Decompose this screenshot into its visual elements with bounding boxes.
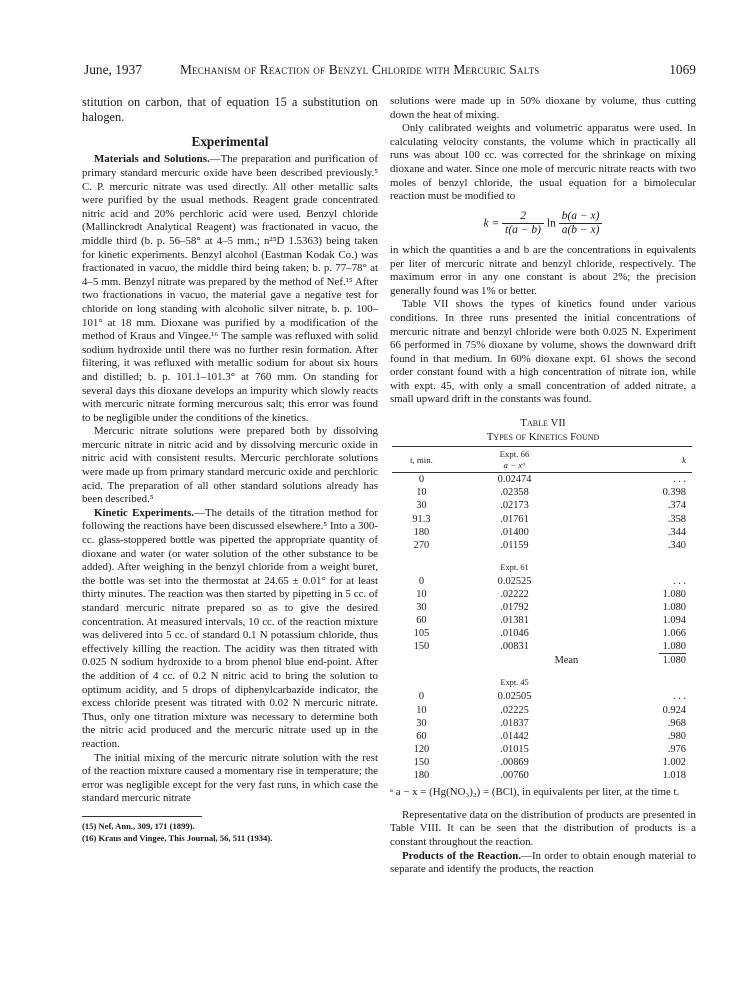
table-row: [392, 588, 692, 601]
table-subtitle: Types of Kinetics Found: [486, 430, 600, 443]
cell-concentration: .01046: [500, 628, 529, 640]
kinetics-table: [392, 446, 692, 782]
paragraph-kinetic-text: —The details of the titration method for following the reactions have been discussed elsewhere.⁵ Into a 300-cc. glass-stoppered bottle was pipetted the appropriate quantity of dioxane and water (or water solution of the other substance to be added). After weighing in the benzyl chloride from a weight buret, the bottle was set into the thermostat at 24.65 ± 0.01° for at least thirty minutes. The reaction was then started by pipetting in 5 cc. of standard mercuric nitrate prepared so as to give the desired concentration. At measured intervals, 10 cc. of the reaction mixture was delivered into 5 cc. of standard 0.1 N potassium chloride, thus effectively killing the reaction. The acidity was then titrated with 0.025 N sodium hydroxide to a brom phenol blue end-point. After the addition of 4 cc. of 0.2 N nitric acid to bring the solution to optimum acidity, and 5 drops of diphenylcarbazide indicator, the excess chloride present was titrated with 0.02 N mercuric nitrate. Thus, only one titration mixture was necessary to determine both the nitric acid produced and the mercuric nitrate used up in the reaction.: [82, 506, 379, 750]
cell-time: 150: [413, 756, 430, 768]
cell-k: 0.398: [662, 487, 686, 499]
runin-products: Products of the Reaction.: [402, 849, 522, 862]
cell-concentration: .01381: [500, 615, 529, 627]
cell-k: .344: [667, 526, 686, 538]
cell-k: 1.066: [662, 628, 686, 640]
cell-concentration: .01442: [500, 730, 529, 742]
left-column: [82, 95, 378, 845]
cell-concentration: .00869: [500, 756, 529, 768]
cell-time: 180: [413, 770, 430, 782]
table-row: [392, 526, 692, 539]
table-footnote: ᵃ a − x = (Hg(NO₃)₂) = (BCl), in equivalents per liter, at the time t.: [390, 786, 680, 799]
footnote-15: (15) Nef, Ann., 309, 171 (1899).: [82, 820, 195, 831]
table-row: [392, 499, 692, 512]
cell-k: .340: [667, 539, 686, 551]
cell-k: 1.018: [662, 770, 686, 782]
cell-time: 91.3: [412, 513, 431, 525]
cell-concentration: 0.02525: [497, 575, 532, 587]
paragraph-products: [390, 850, 696, 877]
cell-k: .374: [667, 500, 686, 512]
cell-time: 180: [413, 526, 430, 538]
cell-concentration: .01837: [500, 717, 529, 729]
right-column: [390, 95, 696, 877]
cell-time: 0: [418, 474, 425, 486]
cell-concentration: .01792: [500, 602, 529, 613]
equation-coefficient: $\frac{2}{t(a - b)}$: [502, 210, 544, 238]
table-row: [392, 730, 692, 743]
cell-k: 1.080: [662, 602, 686, 613]
cell-concentration: .00831: [500, 641, 529, 653]
cell-time: 270: [413, 539, 430, 551]
continued-paragraph: stitution on carbon, that of equation 15 a substitution on halogen.: [82, 95, 378, 125]
paragraph-quantities: in which the quantities a and b are the concentrations in equivalents per liter of mercuric nitrate and benzyl chloride, respectively. The maximum error in any one constant is about 2%; the precision generally found was 1% or better.: [390, 243, 696, 297]
cell-k: . . .: [673, 474, 686, 486]
cell-concentration: .02173: [500, 500, 529, 512]
cell-concentration: .02358: [500, 487, 529, 499]
cell-k: .980: [667, 730, 686, 742]
experiment-label: Expt. 45: [500, 678, 529, 688]
cell-concentration: .01400: [500, 526, 529, 538]
cell-concentration: 0.02474: [497, 474, 532, 486]
group-gap: [392, 552, 692, 561]
table-title: Table VII: [520, 417, 566, 430]
cell-concentration: 0.02505: [497, 691, 532, 703]
cell-time: 0: [418, 691, 425, 703]
equation-ln: ln: [546, 217, 556, 230]
table-row: [392, 640, 692, 653]
kinetics-table-body: [392, 473, 692, 782]
cell-time: 105: [413, 628, 430, 640]
cell-concentration: .00760: [500, 770, 529, 782]
table-row: [392, 627, 692, 640]
table-row: [392, 486, 692, 499]
paragraph-kinetic: [82, 507, 378, 752]
header-title: Mechanism of Reaction of Benzyl Chloride with Mercuric Salts: [180, 62, 540, 77]
table-row: [392, 756, 692, 769]
section-heading-experimental: Experimental: [191, 133, 269, 149]
cell-k: .358: [667, 513, 686, 525]
cell-time: 30: [416, 500, 427, 512]
cell-k: 0.924: [662, 704, 686, 716]
runin-kinetic: Kinetic Experiments.: [94, 506, 195, 519]
cell-time: 10: [416, 487, 427, 499]
cell-concentration: .01015: [500, 743, 529, 755]
table-row: [392, 575, 692, 588]
table-row: [392, 513, 692, 526]
table-row: [392, 601, 692, 614]
cell-k: . . .: [673, 691, 686, 703]
cell-time: 10: [416, 588, 427, 600]
cell-time: 60: [416, 730, 427, 742]
table-row: [392, 614, 692, 627]
cell-time: 30: [416, 717, 427, 729]
cell-time: 0: [418, 575, 425, 587]
cell-k: 1.080: [662, 588, 686, 600]
header-date: June, 1937: [84, 62, 143, 77]
group-gap: [392, 667, 692, 676]
paragraph-solutions: solutions were made up in 50% dioxane by volume, thus cutting down the heat of mixing.: [390, 95, 696, 121]
col-header-concentration: Expt. 66 a − xᵃ: [451, 447, 578, 473]
paragraph-products-text: —In order to obtain enough material to separate and identify the products, the reaction: [390, 849, 696, 876]
table-row: [392, 473, 692, 487]
cell-k: 1.002: [662, 756, 686, 768]
mean-row: [392, 653, 692, 667]
cell-concentration: .01159: [500, 539, 529, 551]
runin-materials: Materials and Solutions.: [94, 153, 210, 166]
cell-time: 120: [413, 743, 430, 755]
cell-concentration: .02225: [500, 704, 529, 716]
paragraph-initial-mixing: The initial mixing of the mercuric nitrate solution with the rest of the reaction mixture caused a momentary rise in temperature; the error was negligible except for the very fast runs, in which case the standard mercuric nitrate: [82, 751, 378, 805]
col-header-k: k: [578, 447, 692, 473]
table-row: [392, 743, 692, 756]
table-row: [392, 769, 692, 782]
running-header: [84, 62, 696, 82]
table-row: [392, 690, 692, 703]
cell-k: 1.080: [662, 641, 686, 653]
paragraph-materials: [82, 153, 378, 425]
experiment-label-row: [392, 676, 692, 690]
cell-time: 60: [416, 615, 427, 627]
mean-value: 1.080: [659, 653, 686, 667]
cell-concentration: .02222: [500, 588, 529, 600]
col-header-time: t, min.: [392, 447, 451, 473]
table-row: [392, 717, 692, 730]
cell-k: .976: [667, 743, 686, 755]
rate-equation: [390, 210, 696, 238]
cell-concentration: .01761: [500, 513, 529, 525]
paragraph-representative: Representative data on the distribution of products are presented in Table VIII. It can be seen that the distribution of products is a constant throughout the reaction.: [390, 808, 696, 848]
page-number: 1069: [669, 62, 696, 77]
cell-k: .968: [667, 717, 686, 729]
paragraph-materials-text: —The preparation and purification of primary standard mercuric oxide have been described previously.⁵ C. P. mercuric nitrate was used directly. All other metallic salts were purified by the usual methods. Reagent grade concentrated nitric acid and 20% perchloric acid were used. Benzyl chloride (Mallinckrodt Analytical Reagent) was fractionated in vacuo, the middle third (b. p. 56–58° at 4–5 mm.; n²⁵D 1.5363) being taken for kinetic experiments. Benzyl alcohol (Eastman Kodak Co.) was fractionated in vacuo, the middle third being taken; b. p. 77–78° at 4–5 mm. Benzyl nitrate was prepared by the method of Nef.¹⁵ After two fractionations in vacuo, the material gave a negative test for chloride on long standing with alcoholic silver nitrate, b. p. 100–101° at 18 mm. Dioxane was purified by a modification of the method of Kraus and Vingee.¹⁶ The sample was refluxed with solid sodium hydroxide until there was no further resin formation. After filtering, it was refluxed with metallic sodium for about six hours and distilled; b. p. 101.1–101.3° at 760 mm. On standing for several days this dioxane develops an impurity which slowly reacts with mercuric nitrate forming mercurous salt; this error was found to be negligible under the conditions of the kinetics.: [82, 153, 378, 424]
equation-argument: $\frac{b(a - x)}{a(b - x)}$: [559, 210, 603, 238]
paragraph-table-vii: Table VII shows the types of kinetics found under various conditions. In three runs presented the initial concentrations of mercuric nitrate and benzyl chloride were both 0.025 N. Experiment 66 performed in 75% dioxane by volume, shows the downward drift found in that medium. In 60% dioxane expt. 61 shows the second order constant found with a high concentration of nitrate ion, while with expt. 45, with only a small concentration of added nitrate, a small upward drift in the constants was found.: [390, 298, 696, 406]
cell-time: 150: [413, 641, 430, 653]
cell-k: . . .: [673, 575, 686, 587]
cell-time: 10: [416, 704, 427, 716]
mean-label: Mean: [554, 654, 579, 666]
cell-time: 30: [416, 602, 427, 613]
footnote-16: (16) Kraus and Vingee, This Journal, 56, 511 (1934).: [82, 832, 273, 843]
equation-lhs: k =: [483, 217, 500, 230]
paragraph-calibrated: Only calibrated weights and volumetric apparatus were used. In calculating velocity constants, the volume which in practically all runs was about 100 cc. was corrected for the shrinkage on mixing dioxane and water. Since one mole of mercuric nitrate reacts with two moles of benzyl chloride, the usual equation for a bimolecular reaction must be modified to: [390, 122, 696, 203]
table-row: [392, 704, 692, 717]
cell-k: 1.094: [662, 615, 686, 627]
experiment-label: Expt. 61: [500, 562, 529, 572]
paragraph-mercuric-solutions: Mercuric nitrate solutions were prepared both by dissolving mercuric nitrate in nitric acid and by dissolving mercuric oxide in nitric acid with consistent results. Mercuric perchlorate solutions were made up from primary standard mercuric oxide and perchloric acid. The preparation of all other standard solutions already has been described.⁵: [82, 425, 378, 506]
table-row: [392, 539, 692, 552]
experiment-label-row: [392, 561, 692, 575]
